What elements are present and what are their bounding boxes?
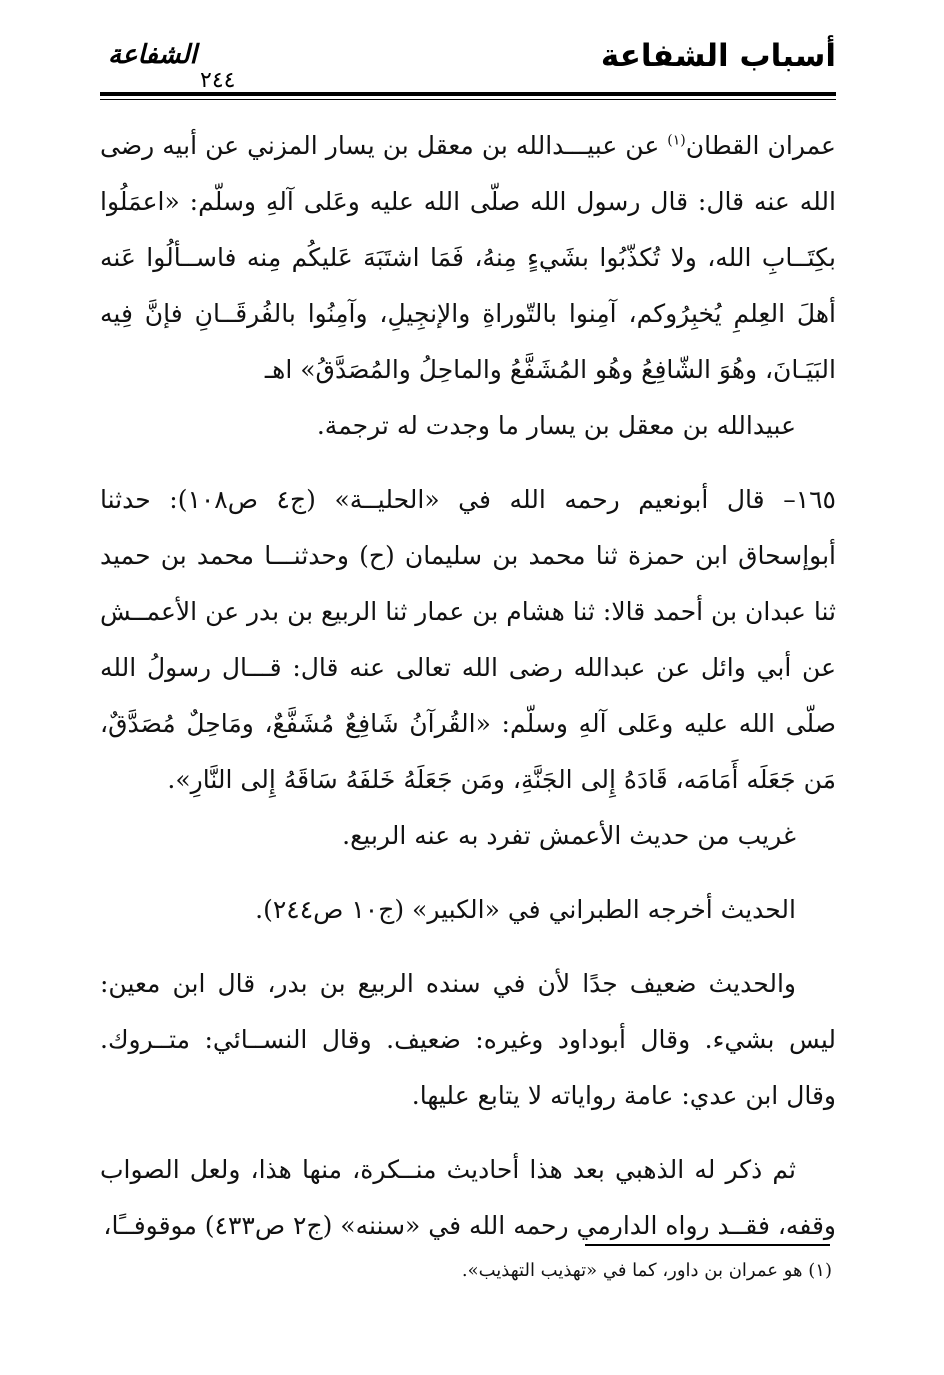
footnote-marker: (١) xyxy=(808,1260,832,1281)
running-title: أسباب الشفاعة xyxy=(600,38,836,74)
paragraph-3: ١٦٥– قال أبونعيم رحمه الله في «الحليــة» (ج٤ ص١٠٨): حدثنا أبوإسحاق ابن حمزة ثنا محمد بن سليمان (ح) وحدثنـــا محمد بن حميد ثنا عبدان بن أحمد قالا: ثنا هشام بن عمار ثنا الربيع بن بدر عن الأعمــش عن أبي وائل عن عبدالله رضى الله تعالى عنه قال: قـــال رسولُ الله صلّى الله عليه وعَلى آلهِ وسلّم: «القُرآنُ شَافِعٌ مُشَفَّعٌ، ومَاحِلٌ مُصَدَّقٌ، مَن جَعَلَه أَمَامَه، قَادَهُ إِلى الجَنَّةِ، ومَن جَعَلَهُ خَلفَهُ سَاقَهُ إِلى النَّارِ». xyxy=(100,485,836,794)
header-rule-thin xyxy=(100,99,836,100)
paragraph-5: الحديث أخرجه الطبراني في «الكبير» (ج١٠ ص٢٤٤). xyxy=(255,895,796,924)
footnote xyxy=(462,1260,832,1281)
paragraph-4: غريب من حديث الأعمش تفرد به عنه الربيع. xyxy=(342,821,796,850)
book-logo: الشفاعة xyxy=(108,40,197,70)
footnote-rule xyxy=(585,1244,830,1246)
header-rule xyxy=(100,92,836,96)
page-header xyxy=(100,36,836,98)
paragraph-1-text: عمران القطان xyxy=(685,131,836,160)
paragraph-7: ثم ذكر له الذهبي بعد هذا أحاديث منــكرة، منها هذا، ولعل الصواب وقفه، فقــد رواه الدارمي رحمه الله في «سننه» (ج٢ ص٤٣٣) موقوفــًا، xyxy=(100,1155,836,1240)
footnote-reference: (١) xyxy=(667,132,686,149)
paragraph-1 xyxy=(100,118,836,398)
footnote-text: هو عمران بن داور، كما في «تهذيب التهذيب». xyxy=(461,1260,803,1281)
paragraph-1-text-after: عن عبيـــدالله بن معقل بن يسار المزني عن أبيه رضى الله عنه قال: قال رسول الله صلّى الله عليه وعَلى آلهِ وسلّم: «اعمَلُوا بكِتَــابِ الله، ولا تُكذّبُوا بشَيءٍ مِنهُ، فَمَا اشتَبَهَ عَليكُم مِنه فاســألُوا عَنه أهلَ العِلمِ يُخبِرُوكم، آمِنوا بالتّوراةِ والإنجِيلِ، وآمِنُوا بالفُرقَــانِ فإنَّ فِيه البَيَـانَ، وهُوَ الشّافِعُ وهُو المُشَفَّعُ والماحِلُ والمُصَدَّقُ» اهـ xyxy=(100,131,836,384)
page-number: ٢٤٤ xyxy=(200,68,236,93)
paragraph-2: عبيدالله بن معقل بن يسار ما وجدت له ترجمة. xyxy=(316,411,796,440)
paragraph-6: والحديث ضعيف جدًا لأن في سنده الربيع بن بدر، قال ابن معين: ليس بشيء. وقال أبوداود وغيره: ضعيف. وقال النســائي: متــروك. وقال ابن عدي: عامة رواياته لا يتابع عليها. xyxy=(100,969,836,1110)
page-body xyxy=(100,118,836,1254)
